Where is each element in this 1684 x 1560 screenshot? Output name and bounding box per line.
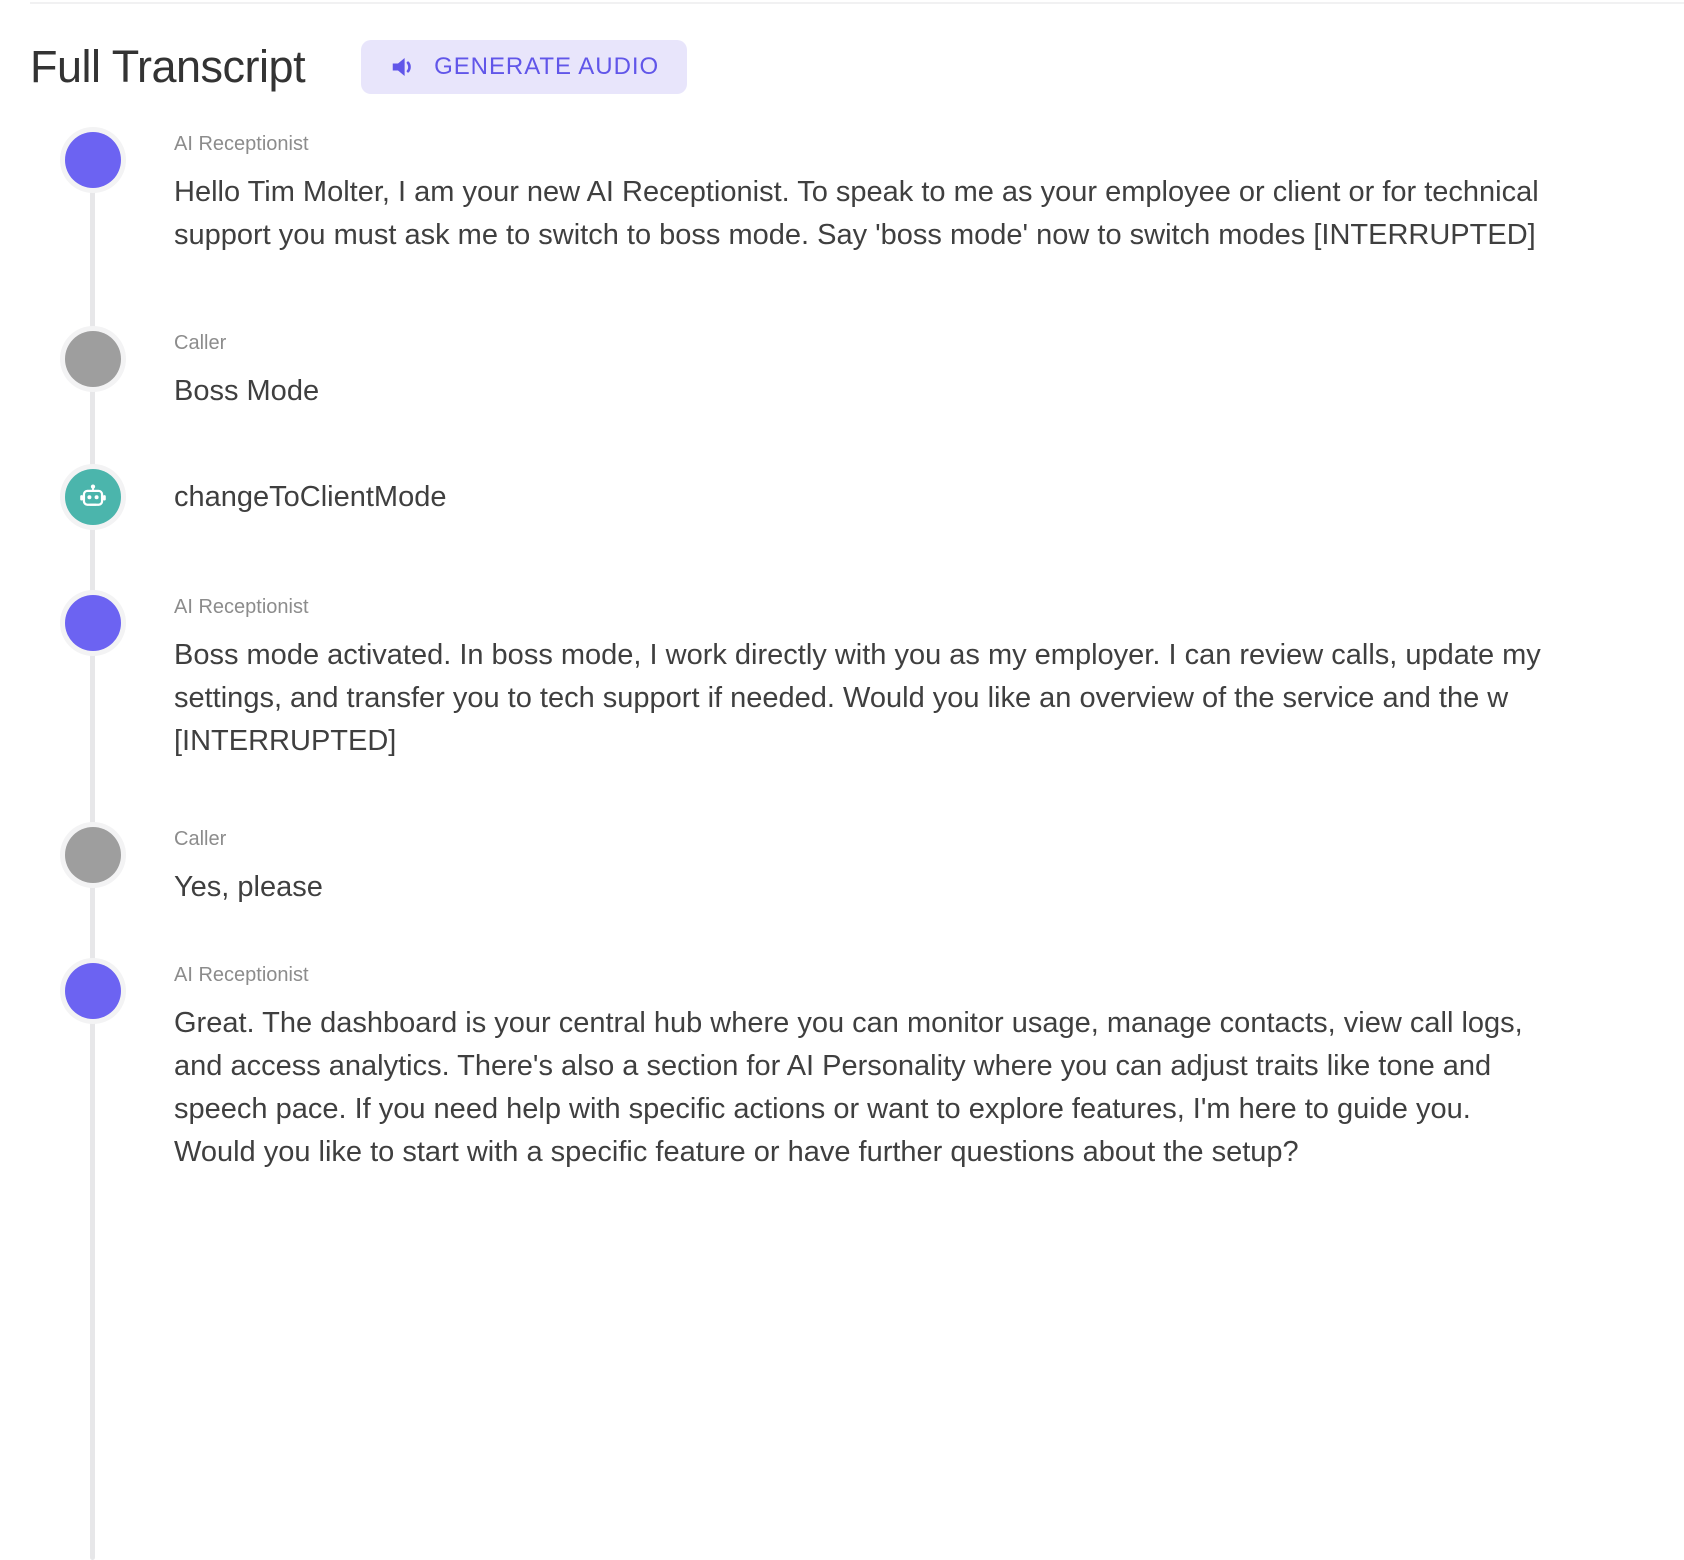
ai-receptionist-avatar xyxy=(65,595,121,651)
transcript-timeline xyxy=(0,132,1684,1174)
top-divider xyxy=(30,2,1684,4)
speaker-name: AI Receptionist xyxy=(174,596,309,618)
caller-avatar xyxy=(65,827,121,883)
message-text: Boss Mode xyxy=(174,375,320,407)
ai-receptionist-avatar xyxy=(65,963,121,1019)
ai-receptionist-avatar xyxy=(65,132,121,188)
transcript-entry xyxy=(65,963,1654,1174)
header xyxy=(0,0,1684,94)
message-text: Yes, please xyxy=(174,871,323,903)
speaker-volume-icon xyxy=(389,52,419,82)
message-text: Hello Tim Molter, I am your new AI Receptionist. To speak to me as your employee or client or for technical support you must ask me to switch to boss mode. Say 'boss mode' now to switch modes [INTERRUPTED] xyxy=(174,176,1539,251)
tool-avatar xyxy=(65,469,121,525)
speaker-name: AI Receptionist xyxy=(174,964,309,986)
speaker-name: Caller xyxy=(174,332,227,354)
page-title: Full Transcript xyxy=(30,41,306,93)
transcript-section xyxy=(0,132,1684,1174)
speaker-name: AI Receptionist xyxy=(174,133,309,155)
generate-audio-button[interactable] xyxy=(361,40,687,94)
caller-avatar xyxy=(65,331,121,387)
robot-icon xyxy=(77,481,109,513)
transcript-entry xyxy=(65,331,1654,413)
transcript-entry xyxy=(65,595,1654,763)
transcript-entry xyxy=(65,827,1654,909)
message-text: Boss mode activated. In boss mode, I work directly with you as my employer. I can review calls, update my settings, and transfer you to tech support if needed. Would you like an overview of the service and the w [INTERRUPTED] xyxy=(174,639,1541,757)
tool-call-label: changeToClientMode xyxy=(174,480,447,513)
speaker-name: Caller xyxy=(174,828,227,850)
generate-audio-label: GENERATE AUDIO xyxy=(434,53,660,80)
transcript-tool-entry xyxy=(65,469,1654,525)
message-text: Great. The dashboard is your central hub where you can monitor usage, manage contacts, view call logs, and access analytics. There's also a section for AI Personality where you can adjust traits like tone and speech pace. If you need help with specific actions or want to explore features, I'm here to guide you. Would you like to start with a specific feature or have further questions about the setup? xyxy=(174,1007,1523,1168)
transcript-entry xyxy=(65,132,1654,257)
